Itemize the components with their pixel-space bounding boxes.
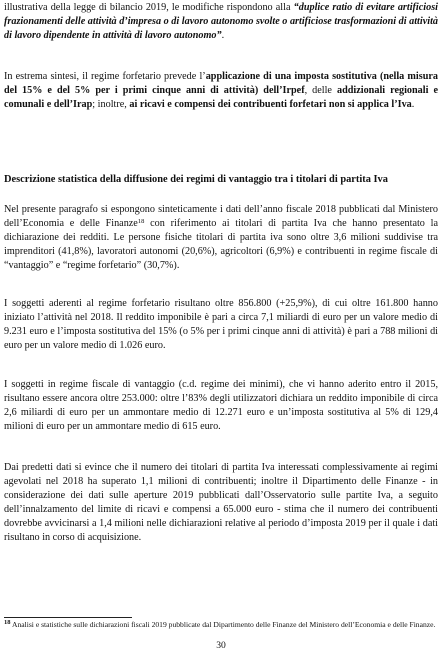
bold-run: addizionali regionali e comunali e dell’Irap bbox=[4, 85, 438, 111]
text-run: con riferimento ai titolari di partita Iva che hanno presentato la dichiarazione dei redditi. Le persone fisiche titolari di partita iva sono oltre 3,6 milioni suddivise tra imprenditori (41,8%), lavoratori autonomi (20,6%), agricoltori (6,9%) e contribuenti in regime fiscale di “vantaggio” e “regime forfetario” (30,7%). bbox=[4, 218, 439, 272]
footnote bbox=[4, 620, 438, 629]
paragraph-dati-mef bbox=[4, 203, 438, 273]
footnote-text: Analisi e statistiche sulle dichiarazioni fiscali 2019 pubblicate dal Dipartimento delle Finanze del Ministero dell’Economia e delle Finanze. bbox=[10, 620, 436, 629]
text-run: . bbox=[411, 99, 415, 111]
footnote-ref[interactable]: 18 bbox=[137, 218, 145, 226]
text-run: illustrativa della legge di bilancio 2019, le modifiche rispondono alla bbox=[4, 2, 294, 13]
footnote-number: 18 bbox=[4, 619, 11, 626]
page-number: 30 bbox=[216, 640, 226, 651]
text-run: . bbox=[221, 30, 225, 42]
footnote-divider bbox=[4, 617, 132, 618]
section-heading: Descrizione statistica della diffusione dei regimi di vantaggio tra i titolari di partita Iva bbox=[4, 174, 388, 185]
paragraph-conclusioni: Dai predetti dati si evince che il numero dei titolari di partita Iva interessati complessivamente ai regimi agevolati nel 2018 ha superato 1,1 milioni di contribuenti; inoltre il Dipartimento delle Finanze - in considerazione dei dati sulle aperture 2019 pubblicati dall’Osservatorio sulle partite Iva, a seguito dell’innalzamento del limite di ricavi e compensi a 65.000 euro - stima che il numero dei contribuenti dovrebbe avvicinarsi a 1,4 milioni nelle dichiarazioni relative al periodo d’imposta 2019 per il quale i dati risultano in corso di acquisizione. bbox=[4, 462, 438, 544]
paragraph-regime-vantaggio: I soggetti in regime fiscale di vantaggio (c.d. regime dei minimi), che vi hanno aderito entro il 2015, risultano essere ancora oltre 253.000: oltre l’83% degli utilizzatori dichiara un reddito imponibile di circa 2,6 miliardi di euro per un ammontare medio di 12.271 euro e un’imposta sostitutiva al 5% di 129,4 milioni di euro per un ammontare medio di 615 euro. bbox=[4, 379, 438, 433]
text-run: , delle bbox=[304, 85, 337, 97]
bold-run: applicazione di una imposta sostitutiva (nella misura del 15% e del 5% per i primi cinque anni di attività) dell’Irpef bbox=[4, 71, 438, 97]
paragraph-legge-bilancio bbox=[4, 1, 438, 43]
paragraph-regime-forfetario-sintesi bbox=[4, 70, 438, 112]
quoted-ratio: “duplice ratio di evitare artificiosi frazionamenti delle attività d’impresa o di lavoro autonomo svolte o artificiose trasformazioni di attività di lavoro dipendente in attività di lavoro autonomo” bbox=[4, 2, 439, 42]
text-run: In estrema sintesi, il regime forfetario prevede l’ bbox=[4, 71, 206, 82]
bold-run: ai ricavi e compensi dei contribuenti forfetari non si applica l’Iva bbox=[129, 99, 412, 111]
paragraph-forfetari: I soggetti aderenti al regime forfetario risultano oltre 856.800 (+25,9%), di cui oltre 161.800 hanno iniziato l’attività nel 2018. Il reddito imponibile è pari a circa 7,1 miliardi di euro per un valore medio di 9.231 euro e l’imposta sostitutiva del 15% (o 5% per i primi cinque anni di attività) è pari a 788 milioni di euro per un valore medio di 1.026 euro. bbox=[4, 298, 438, 352]
text-run: Nel presente paragrafo si espongono sinteticamente i dati dell’anno fiscale 2018 pubblicati dal Ministero dell’Economia e delle Finanze bbox=[4, 204, 438, 230]
text-run: ; inoltre, bbox=[92, 99, 130, 111]
